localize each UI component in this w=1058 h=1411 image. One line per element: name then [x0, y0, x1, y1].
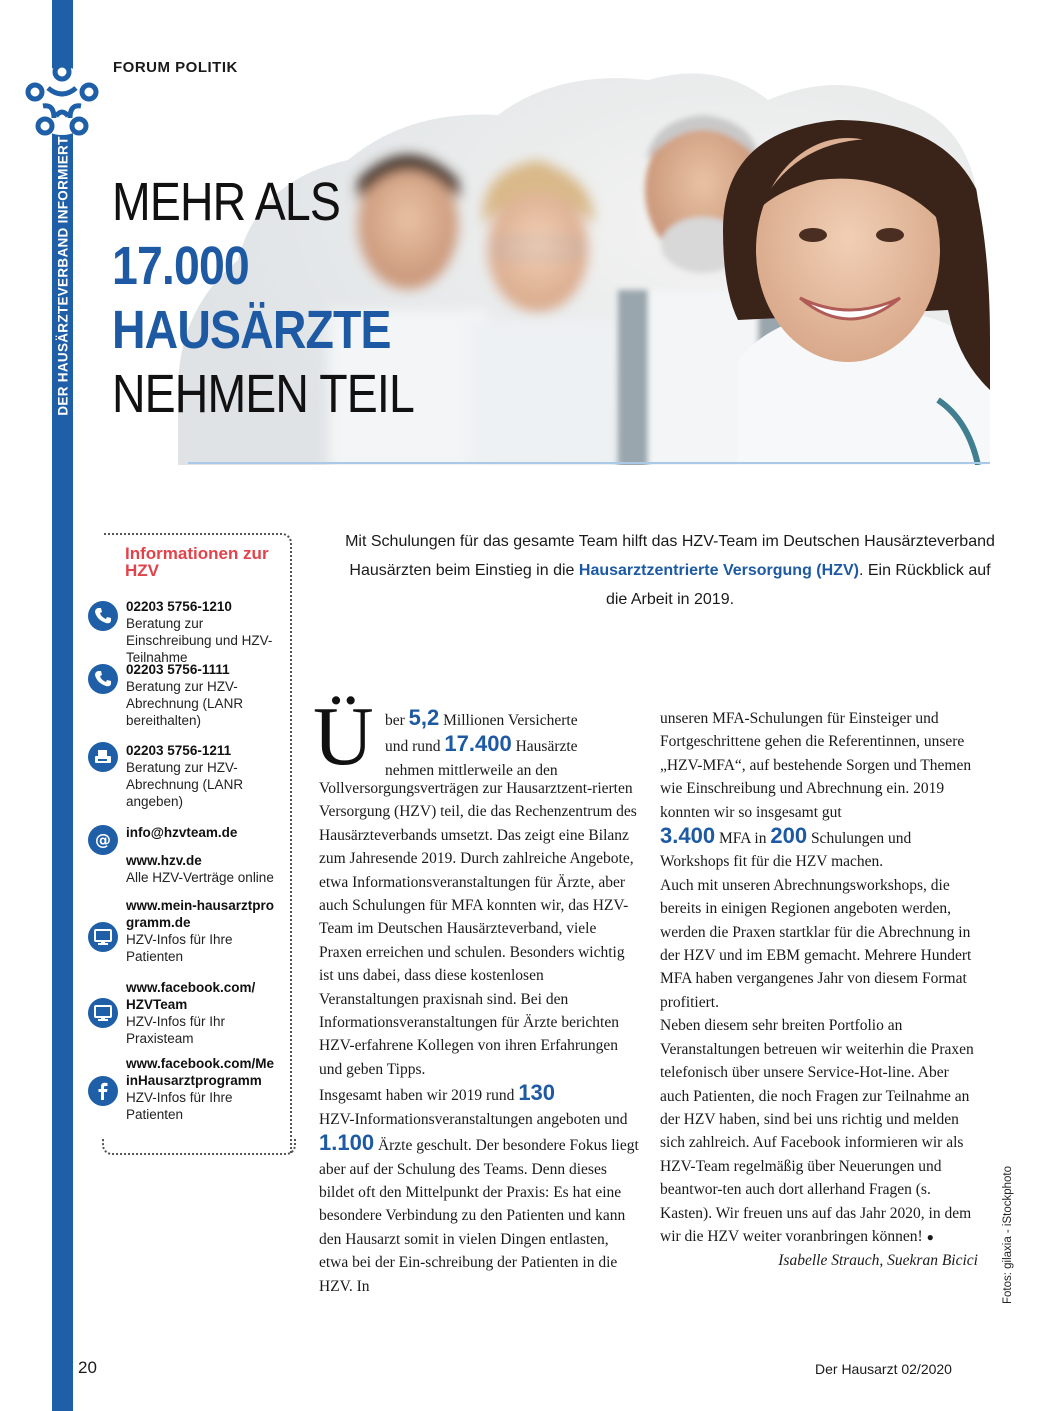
text: Ärzte geschult. Der besondere Fokus liegt aber auf der Schulung des Teams. Denn dieses bildet oft den Mittelpunkt der Praxis: Es hat eine besondere Verbindung zu den Patienten und kann den Hausarzt somit in vielen Dingen entlasten, etwa bei der Ein-schreibung der Patienten in die HZV. In [319, 1137, 639, 1295]
info-box-title: Informationen zur HZV [125, 544, 269, 580]
info-entry [126, 661, 288, 729]
headline [112, 170, 463, 426]
info-entry-desc: HZV-Infos für Ihre Patienten [126, 1090, 233, 1122]
article-column-2 [660, 707, 978, 1273]
headline-line-3: HAUSÄRZTE [112, 300, 391, 360]
info-entry-desc: HZV-Infos für Ihre Patienten [126, 932, 233, 964]
paragraph: Neben diesem sehr breiten Portfolio an Veranstaltungen betreuen wir weiterhin die Praxen telefonisch über unsere Service-Hot-line. Aber auch Patienten, die noch Fragen zur Teilnahme an der HZV haben, sind bei uns richtig und melden sich zahlreich. Auf Facebook informieren wir als HZV-Team regelmäßig über Neuerungen und beantwor-ten auch dort allerhand Fragen (s. Kasten). Wir freuen uns auf das Jahr 2020, in dem wir die HZV weiter voranbringen können! [660, 1017, 974, 1245]
end-mark-icon: ● [926, 1229, 934, 1244]
author-signature: Isabelle Strauch, Suekran Bicici [778, 1252, 978, 1270]
headline-line-2: 17.000 [112, 236, 249, 296]
text: Millionen Versicherte [439, 712, 578, 729]
paragraph: Auch mit unseren Abrechnungsworkshops, die bereits in einigen Regionen angeboten werden, werden die Praxen startklar für die Abrechnung in der HZV und im EBM gemacht. Mehrere Hundert MFA haben vergangenes Jahr von diesem Format profitiert. [660, 876, 972, 1011]
intro-highlight: Hausarztzentrierte Versorgung (HZV) [578, 562, 859, 579]
info-entry-head: info@hzvteam.de [126, 825, 238, 840]
text: ber [385, 712, 409, 729]
info-entry [126, 1055, 276, 1123]
text: Hausärzte [511, 738, 578, 756]
article-column-1-top [385, 706, 645, 782]
intro-text [340, 527, 1000, 614]
info-entry-head: www.facebook.com/MeinHausarztprogramm [126, 1056, 275, 1088]
info-entry-head: 02203 5756-1111 [126, 662, 230, 677]
stat-number: 130 [518, 1080, 556, 1106]
phone-icon [88, 601, 118, 631]
svg-text:@: @ [95, 830, 111, 849]
text: und rund [385, 738, 445, 756]
text: Workshops fit für die HZV machen. [660, 853, 884, 871]
fax-icon [88, 742, 118, 772]
info-entry-desc: Beratung zur Einschreibung und HZV-Teilnahme [126, 616, 273, 665]
info-entry [126, 979, 256, 1047]
info-entry-head: 02203 5756-1210 [126, 599, 232, 614]
text: Schulungen und [807, 830, 912, 848]
text: MFA in [715, 830, 771, 848]
info-entry [126, 742, 288, 810]
text: Insgesamt haben wir 2019 rund [319, 1087, 519, 1105]
info-entry-head: www.mein-hausarztprogramm.de [126, 898, 275, 930]
footer-publication: Der Hausarzt 02/2020 [815, 1361, 952, 1377]
text: nehmen mittlerweile an den [385, 761, 558, 779]
info-entry-desc: Beratung zur HZV-Abrechnung (LANR angeben) [126, 760, 244, 809]
at-icon [88, 825, 118, 855]
monitor-icon [88, 998, 118, 1028]
monitor-icon [88, 922, 118, 952]
info-entry [126, 852, 288, 886]
stat-number: 3.400 [660, 823, 716, 849]
stat-number: 1.100 [319, 1130, 375, 1156]
photo-credit-wrap [994, 1150, 1022, 1320]
drop-cap: Ü [313, 690, 374, 783]
photo-credit: Fotos: gilaxia - iStockphoto [1002, 1165, 1014, 1305]
info-entry-head: 02203 5756-1211 [126, 743, 232, 758]
stat-number: 17.400 [444, 731, 512, 757]
stat-number: 200 [770, 823, 808, 849]
headline-line-1: MEHR ALS [112, 172, 340, 232]
info-entry [126, 598, 288, 666]
info-entry-desc: Alle HZV-Verträge online [126, 870, 274, 885]
section-label: FORUM POLITIK [113, 59, 238, 76]
article-column-1 [319, 777, 639, 1298]
info-entry [126, 824, 288, 841]
intro-part-2: . Ein Rückblick auf die Arbeit in 2019. [605, 562, 991, 608]
phone-icon [88, 664, 118, 694]
paragraph: Vollversorgungsverträgen zur Hausarztzent-rierten Versorgung (HZV) teil, die das Rechenzentrum des Hausärzteverbands umsetzt. Das zeigt eine Bilanz zum Jahresende 2019. Durch zahlreiche Angebote, etwa Informationsveranstaltungen für Ärzte, aber auch Schulungen für MFA konnten wir, das HZV-Team im Deutschen Hausärzteverband, viele Praxen erreichen und schulen. Besonders wichtig ist uns dabei, dass diese kostenlosen Veranstaltungen praxisnah sind. Bei den Informationsveranstaltungen für Ärzte berichten HZV-erfahrene Kollegen von ihren Erfahrungen und geben Tipps. [319, 780, 637, 1078]
stat-number: 5,2 [408, 705, 440, 730]
side-bar-label: DER HAUSÄRZTEVERBAND INFORMIERT [55, 135, 70, 416]
paragraph: unseren MFA-Schulungen für Einsteiger und Fortgeschrittene gehen die Referentinnen, unsere „HZV-MFA“, auf bestehende Sorgen und Themen wie Einschreibung und Abrechnung ein. 2019 konnten wir so insgesamt gut [660, 710, 972, 821]
info-entry-desc: Beratung zur HZV-Abrechnung (LANR bereithalten) [126, 679, 244, 728]
logo-icon [18, 60, 106, 142]
text: HZV-Informationsveranstaltungen angeboten und [319, 1110, 628, 1128]
facebook-icon [88, 1076, 118, 1106]
info-entry-head: www.hzv.de [126, 853, 202, 868]
page-number: 20 [78, 1358, 97, 1377]
info-entry-head: www.facebook.com/HZVTeam [126, 980, 256, 1012]
headline-line-4: NEHMEN TEIL [112, 364, 414, 424]
info-entry [126, 897, 276, 965]
info-entry-desc: HZV-Infos für Ihr Praxisteam [126, 1014, 226, 1046]
intro-part-1: Mit Schulungen für das gesamte Team hilft das HZV-Team im Deutschen Hausärzteverband Hausärzten beim Einstieg in die [345, 533, 995, 579]
